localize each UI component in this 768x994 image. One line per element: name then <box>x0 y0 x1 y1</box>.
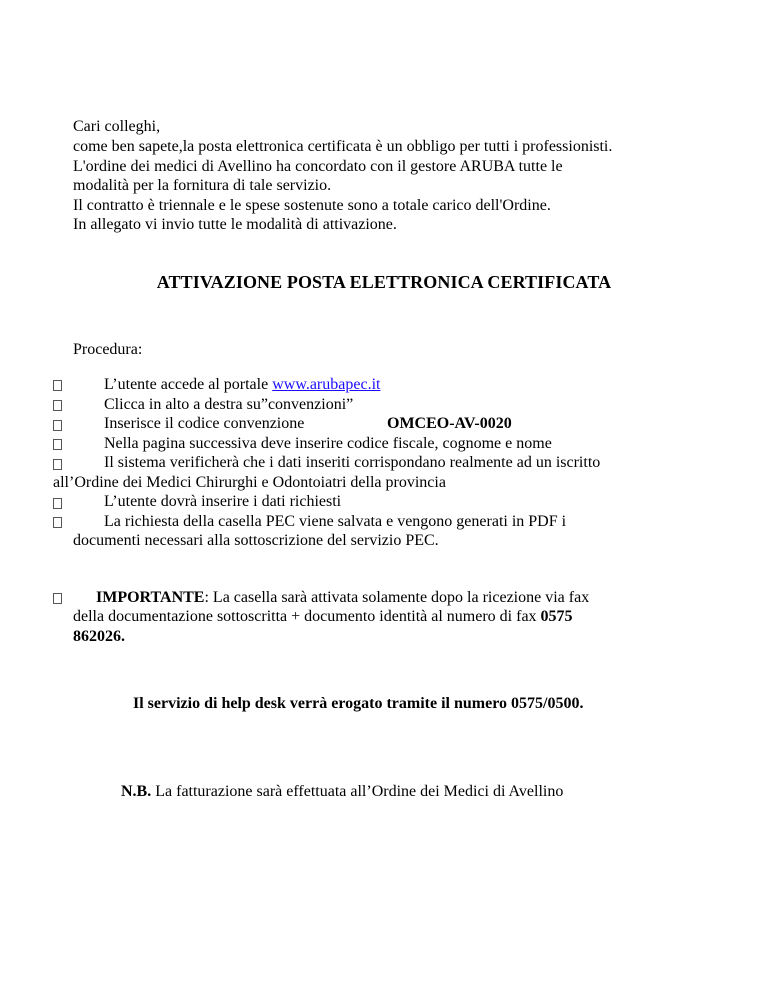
bullet-box-icon <box>53 420 62 431</box>
step-6: L’utente dovrà inserire i dati richiesti <box>104 493 342 510</box>
important-line-2 <box>73 607 573 627</box>
arubapec-link[interactable]: www.arubapec.it <box>272 376 381 393</box>
step-4: Nella pagina successiva deve inserire codice fiscale, cognome e nome <box>104 435 552 452</box>
important-label: IMPORTANTE <box>96 589 205 606</box>
nb-label: N.B. <box>121 783 152 800</box>
nb-note <box>121 782 563 802</box>
convention-code: OMCEO-AV-0020 <box>387 415 512 432</box>
step-2: Clicca in alto a destra su”convenzioni” <box>104 396 354 413</box>
intro-line-6: In allegato vi invio tutte le modalità di attivazione. <box>73 216 397 233</box>
step-5-line-2: all’Ordine dei Medici Chirurghi e Odontoiatri della provincia <box>53 474 446 491</box>
important-line-1 <box>96 588 589 608</box>
intro-line-1: Cari colleghi, <box>73 118 161 135</box>
fax-number-part-1: 0575 <box>540 608 573 625</box>
important-text-1: : La casella sarà attivata solamente dopo la ricezione via fax <box>204 589 590 606</box>
intro-line-2: come ben sapete,la posta elettronica certificata è un obbligo per tutti i professionisti. <box>73 138 613 155</box>
step-1-text: L’utente accede al portale <box>104 376 269 393</box>
step-3-text: Inserisce il codice convenzione <box>104 415 305 432</box>
helpdesk-note: Il servizio di help desk verrà erogato tramite il numero 0575/0500. <box>133 695 584 712</box>
step-5-line-1: Il sistema verificherà che i dati inseriti corrispondano realmente ad un iscritto <box>104 454 601 471</box>
fax-number-part-2: 862026. <box>73 628 125 645</box>
step-1 <box>104 375 380 395</box>
intro-line-5: Il contratto è triennale e le spese sostenute sono a totale carico dell'Ordine. <box>73 197 551 214</box>
procedure-label: Procedura: <box>73 341 143 358</box>
bullet-box-icon <box>53 380 62 391</box>
bullet-box-icon <box>53 459 62 470</box>
important-text-2: della documentazione sottoscritta + documento identità al numero di fax <box>73 608 537 625</box>
bullet-box-icon <box>53 400 62 411</box>
document-title: ATTIVAZIONE POSTA ELETTRONICA CERTIFICATA <box>156 272 612 292</box>
step-7-line-2: documenti necessari alla sottoscrizione del servizio PEC. <box>73 532 439 549</box>
bullet-box-icon <box>53 439 62 450</box>
bullet-box-icon <box>53 593 62 604</box>
intro-line-4: modalità per la fornitura di tale servizio. <box>73 177 332 194</box>
bullet-box-icon <box>53 517 62 528</box>
intro-line-3: L'ordine dei medici di Avellino ha concordato con il gestore ARUBA tutte le <box>73 158 563 175</box>
bullet-box-icon <box>53 498 62 509</box>
step-7-line-1: La richiesta della casella PEC viene salvata e vengono generati in PDF i <box>104 513 567 530</box>
nb-text: La fatturazione sarà effettuata all’Ordine dei Medici di Avellino <box>151 783 564 800</box>
